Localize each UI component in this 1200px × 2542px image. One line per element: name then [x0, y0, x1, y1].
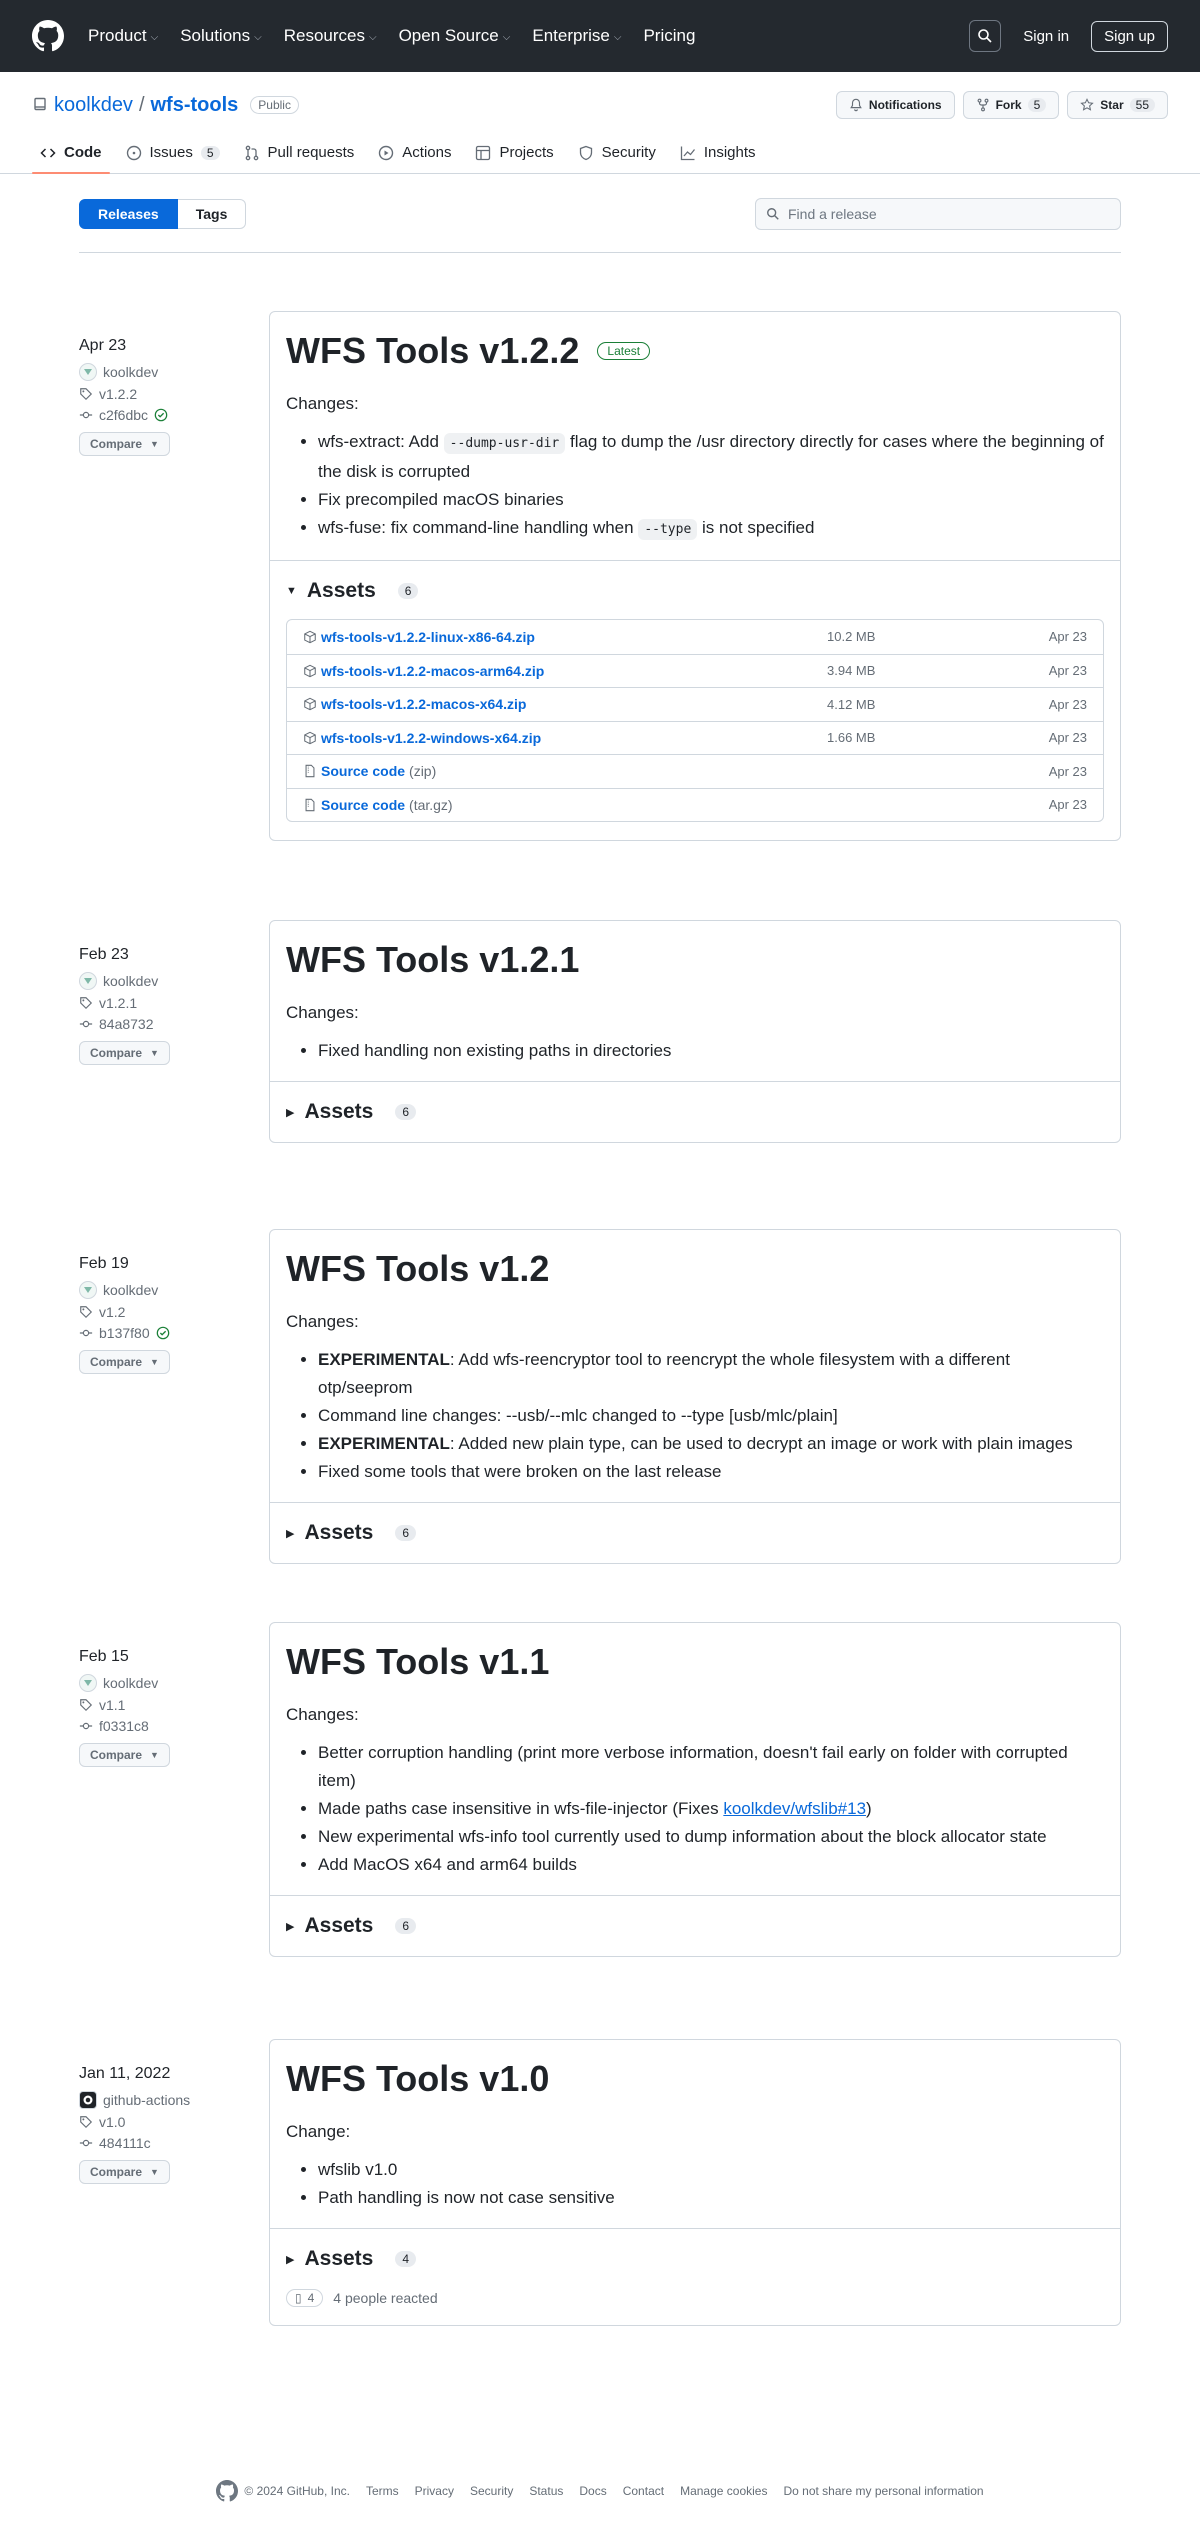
- commit-sha: 484111c: [99, 2135, 151, 2151]
- release-commit[interactable]: [79, 1718, 269, 1734]
- assets-section: [270, 560, 1120, 840]
- triangle-right-icon: ▶: [286, 1527, 295, 1540]
- fork-button[interactable]: [963, 91, 1060, 119]
- notifications-button[interactable]: [836, 91, 955, 119]
- nav-label: Open Source: [398, 26, 499, 45]
- file-zip-icon: [303, 798, 317, 812]
- list-item: • Better corruption handling (print more verbose information, doesn't fail early on folder with corrupted item): [318, 1739, 1104, 1795]
- release-card: [269, 1622, 1121, 1957]
- footer-link-manage-cookies[interactable]: Manage cookies: [680, 2484, 768, 2498]
- release-commit[interactable]: [79, 1325, 269, 1341]
- nav-label: Enterprise: [532, 26, 610, 45]
- shield-icon: [578, 145, 594, 161]
- triangle-down-icon: ▼: [150, 2167, 159, 2177]
- footer-link-security[interactable]: Security: [469, 2484, 514, 2498]
- list-item: • Add MacOS x64 and arm64 builds: [318, 1851, 1104, 1879]
- tab-label: Insights: [703, 144, 756, 161]
- tags-tab[interactable]: Tags: [178, 199, 247, 229]
- repo-tabs: [32, 136, 1168, 173]
- triangle-right-icon: ▶: [286, 1106, 295, 1119]
- release-author[interactable]: [79, 972, 269, 990]
- star-label: Star: [1100, 98, 1124, 112]
- author-name: koolkdev: [103, 1282, 159, 1298]
- tag-name: v1.1: [99, 1697, 126, 1713]
- release-title[interactable]: WFS Tools v1.2.1: [286, 939, 580, 980]
- compare-label: Compare: [90, 1748, 143, 1762]
- changes-heading: Change:: [286, 2122, 351, 2141]
- asset-link[interactable]: wfs-tools-v1.2.2-linux-x86-64.zip: [303, 629, 827, 645]
- commit-sha: b137f80: [99, 1325, 150, 1341]
- tag-icon: [79, 996, 93, 1010]
- assets-label: Assets: [304, 1521, 374, 1544]
- assets-count: 6: [395, 1525, 416, 1541]
- copyright: © 2024 GitHub, Inc.: [244, 2484, 350, 2498]
- tag-icon: [79, 2115, 93, 2129]
- release-notes: [286, 428, 1104, 544]
- triangle-right-icon: ▶: [286, 1920, 295, 1933]
- issue-link[interactable]: koolkdev/wfslib#13: [723, 1799, 867, 1818]
- assets-count: 6: [395, 1104, 416, 1120]
- play-icon: [378, 145, 394, 161]
- reactions: [286, 2289, 1104, 2307]
- asset-date: Apr 23: [1048, 730, 1087, 746]
- releases-toolbar: [79, 174, 1121, 253]
- issues-count: 5: [201, 146, 220, 160]
- asset-link[interactable]: Source code (tar.gz): [303, 797, 827, 813]
- asset-size: 10.2 MB: [827, 629, 876, 645]
- file-zip-icon: [303, 764, 317, 778]
- list-item: • wfslib v1.0: [318, 2156, 1104, 2184]
- release-date: Apr 23: [79, 337, 127, 354]
- repo-slash: /: [138, 93, 145, 116]
- tag-name: v1.2.1: [99, 995, 138, 1011]
- commit-sha: f0331c8: [99, 1718, 149, 1734]
- changes-heading: Changes:: [286, 1312, 359, 1331]
- table-icon: [475, 145, 491, 161]
- release-meta: [79, 1622, 269, 1957]
- changes-heading: Changes:: [286, 394, 359, 413]
- asset-row: [287, 788, 1103, 822]
- triangle-down-icon: ▼: [150, 1750, 159, 1760]
- compare-button[interactable]: [79, 432, 170, 456]
- tag-name: v1.0: [99, 2114, 126, 2130]
- release-card: [269, 311, 1121, 841]
- find-release-input[interactable]: [755, 198, 1121, 230]
- avatar: [79, 363, 97, 381]
- asset-link[interactable]: wfs-tools-v1.2.2-macos-x64.zip: [303, 696, 827, 712]
- assets-section: [270, 1502, 1120, 1563]
- visibility-badge: Public: [250, 96, 299, 114]
- notifications-label: Notifications: [868, 98, 942, 112]
- fork-count: 5: [1028, 98, 1047, 112]
- release-date: Feb 23: [79, 946, 129, 963]
- latest-badge: Latest: [597, 342, 650, 360]
- compare-label: Compare: [90, 2165, 143, 2179]
- avatar: [79, 1281, 97, 1299]
- commit-icon: [79, 408, 93, 422]
- commit-sha: c2f6dbc: [99, 407, 149, 423]
- repo-icon: [32, 97, 48, 113]
- repo-owner-link[interactable]: koolkdev: [54, 93, 133, 116]
- commit-icon: [79, 1017, 93, 1031]
- release-author[interactable]: [79, 1281, 269, 1299]
- release-card: [269, 920, 1121, 1143]
- reaction-button[interactable]: [286, 2289, 323, 2307]
- triangle-down-icon: ▼: [150, 439, 159, 449]
- asset-date: Apr 23: [1048, 696, 1087, 712]
- tab-code[interactable]: [32, 136, 110, 173]
- search-button[interactable]: [969, 20, 1001, 52]
- release-title[interactable]: WFS Tools v1.2.2: [286, 330, 580, 371]
- tab-pull-requests[interactable]: [236, 136, 363, 173]
- release-title[interactable]: WFS Tools v1.0: [286, 2058, 550, 2099]
- assets-count: 6: [395, 1918, 416, 1934]
- footer-link-docs[interactable]: Docs: [579, 2484, 607, 2498]
- asset-date: Apr 23: [1048, 629, 1087, 645]
- search-icon: [977, 28, 993, 44]
- releases-tab[interactable]: Releases: [79, 199, 178, 229]
- asset-date: Apr 23: [1048, 663, 1087, 679]
- asset-list: [286, 619, 1104, 822]
- nav-label: Pricing: [643, 26, 696, 45]
- release-entry: [79, 2039, 1121, 2326]
- list-item: • Path handling is now not case sensitive: [318, 2184, 1104, 2212]
- assets-count: 4: [395, 2251, 416, 2267]
- footer-link-status[interactable]: Status: [529, 2484, 564, 2498]
- tab-projects[interactable]: [467, 136, 561, 173]
- tab-issues[interactable]: [118, 136, 228, 173]
- assets-toggle[interactable]: [286, 1521, 1104, 1545]
- footer-link-terms[interactable]: Terms: [365, 2484, 399, 2498]
- assets-label: Assets: [304, 2247, 374, 2270]
- nav-label: Resources: [283, 26, 365, 45]
- release-date: Jan 11, 2022: [79, 2065, 171, 2082]
- list-item: • New experimental wfs-info tool currently used to dump information about the block allocator state: [318, 1823, 1104, 1851]
- assets-section: [270, 1081, 1120, 1142]
- footer-link-do-not-share[interactable]: Do not share my personal information: [783, 2484, 984, 2498]
- asset-link[interactable]: Source code (zip): [303, 763, 827, 779]
- star-button[interactable]: [1067, 91, 1168, 119]
- compare-label: Compare: [90, 1046, 143, 1060]
- release-meta: [79, 920, 269, 1143]
- assets-toggle[interactable]: [286, 579, 1104, 603]
- github-actions-avatar-icon: [82, 2094, 94, 2106]
- author-name: koolkdev: [103, 364, 159, 380]
- tab-label: Issues: [149, 144, 193, 161]
- package-icon: [303, 697, 317, 711]
- graph-icon: [680, 145, 696, 161]
- nav-label: Product: [88, 26, 147, 45]
- chevron-down-icon: ⌵: [613, 31, 622, 43]
- release-entry: [79, 1229, 1121, 1564]
- author-name: koolkdev: [103, 973, 159, 989]
- release-date: Feb 15: [79, 1648, 129, 1665]
- assets-section: [270, 2228, 1120, 2325]
- github-logo-icon[interactable]: [216, 2480, 238, 2502]
- bell-icon: [849, 98, 863, 112]
- star-count: 55: [1130, 98, 1155, 112]
- asset-size: 1.66 MB: [827, 730, 876, 746]
- inline-code: --type: [638, 519, 697, 540]
- tab-label: Projects: [499, 144, 554, 161]
- release-meta: [79, 2039, 269, 2326]
- asset-size: 3.94 MB: [827, 663, 876, 679]
- chevron-down-icon: ⌵: [150, 31, 159, 43]
- release-notes: [286, 1037, 1104, 1065]
- list-item: • EXPERIMENTAL: Added new plain type, can be used to decrypt an image or work with plain images: [318, 1430, 1104, 1458]
- repo-name-link[interactable]: wfs-tools: [150, 93, 239, 116]
- author-name: koolkdev: [103, 1675, 159, 1691]
- nav-open-source[interactable]: [399, 26, 511, 46]
- release-card: [269, 2039, 1121, 2326]
- list-item: • EXPERIMENTAL: Add wfs-reencryptor tool to reencrypt the whole filesystem with a different otp/seeprom: [318, 1346, 1104, 1402]
- asset-row: [287, 620, 1103, 654]
- triangle-down-icon: ▼: [150, 1357, 159, 1367]
- commit-icon: [79, 1326, 93, 1340]
- avatar: [79, 2091, 97, 2109]
- release-entry: [79, 311, 1121, 841]
- tab-label: Pull requests: [267, 144, 355, 161]
- tag-icon: [79, 1698, 93, 1712]
- release-entry: [79, 920, 1121, 1143]
- avatar-icon: [83, 367, 93, 377]
- assets-label: Assets: [306, 579, 376, 602]
- avatar: [79, 972, 97, 990]
- list-item: • Made paths case insensitive in wfs-file-injector (Fixes koolkdev/wfslib#13): [318, 1795, 1104, 1823]
- release-notes: [286, 1739, 1104, 1879]
- package-icon: [303, 630, 317, 644]
- list-item: • wfs-extract: Add --dump-usr-dir flag to dump the /usr directory directly for cases where the beginning of the disk is corrupted: [318, 428, 1104, 486]
- footer-link-privacy[interactable]: Privacy: [414, 2484, 454, 2498]
- release-commit[interactable]: [79, 1016, 269, 1032]
- assets-label: Assets: [304, 1914, 374, 1937]
- compare-label: Compare: [90, 437, 143, 451]
- repo-title: [32, 94, 299, 117]
- tag-name: v1.2: [99, 1304, 126, 1320]
- repo-header: [0, 72, 1200, 174]
- release-commit[interactable]: [79, 407, 269, 423]
- nav-product[interactable]: [88, 26, 158, 46]
- avatar-icon: [83, 976, 93, 986]
- release-date: Feb 19: [79, 1255, 129, 1272]
- assets-toggle[interactable]: [286, 1100, 1104, 1124]
- verified-check-icon: [154, 408, 168, 422]
- asset-row: [287, 654, 1103, 688]
- tab-label: Code: [64, 144, 102, 161]
- release-card: [269, 1229, 1121, 1564]
- list-item: • Fix precompiled macOS binaries: [318, 486, 1104, 514]
- signin-link[interactable]: Sign in: [1023, 27, 1070, 45]
- release-tag[interactable]: [79, 386, 269, 402]
- asset-date: Apr 23: [1048, 797, 1087, 813]
- list-item: • Command line changes: --usb/--mlc changed to --type [usb/mlc/plain]: [318, 1402, 1104, 1430]
- reactions-summary: 4 people reacted: [333, 2290, 438, 2306]
- changes-heading: Changes:: [286, 1003, 359, 1022]
- asset-row: [287, 721, 1103, 755]
- assets-toggle[interactable]: [286, 2247, 1104, 2271]
- asset-date: Apr 23: [1048, 763, 1087, 779]
- release-title[interactable]: WFS Tools v1.2: [286, 1248, 550, 1289]
- reaction-count: 4: [307, 2291, 315, 2305]
- list-item: • wfs-fuse: fix command-line handling when --type is not specified: [318, 514, 1104, 544]
- commit-icon: [79, 1719, 93, 1733]
- pull-request-icon: [244, 145, 260, 161]
- footer: [0, 2480, 1200, 2502]
- release-tag[interactable]: [79, 995, 269, 1011]
- footer-link-contact[interactable]: Contact: [622, 2484, 665, 2498]
- release-tag[interactable]: [79, 1697, 269, 1713]
- tab-label: Actions: [402, 144, 452, 161]
- nav-resources[interactable]: [284, 26, 377, 46]
- asset-row: [287, 754, 1103, 788]
- triangle-down-icon: ▼: [286, 585, 297, 597]
- asset-link[interactable]: wfs-tools-v1.2.2-windows-x64.zip: [303, 730, 827, 746]
- commit-icon: [79, 2136, 93, 2150]
- assets-toggle[interactable]: [286, 1914, 1104, 1938]
- nav-label: Solutions: [180, 26, 251, 45]
- release-author[interactable]: [79, 2091, 269, 2109]
- compare-button[interactable]: [79, 1041, 170, 1065]
- fork-label: Fork: [995, 98, 1022, 112]
- release-meta: [79, 1229, 269, 1564]
- search-icon: [766, 207, 780, 221]
- signup-button[interactable]: Sign up: [1091, 21, 1168, 52]
- release-notes: [286, 2156, 1104, 2212]
- release-tag[interactable]: [79, 1304, 269, 1320]
- tab-label: Security: [601, 144, 656, 161]
- tab-insights[interactable]: [672, 136, 764, 173]
- find-release-placeholder: Find a release: [788, 206, 877, 222]
- verified-check-icon: [156, 1326, 170, 1340]
- avatar-icon: [83, 1285, 93, 1295]
- release-entry: [79, 1622, 1121, 1957]
- assets-section: [270, 1895, 1120, 1956]
- reaction-emoji-icon: ▯: [295, 2291, 302, 2305]
- package-icon: [303, 731, 317, 745]
- triangle-down-icon: ▼: [150, 1048, 159, 1058]
- star-icon: [1080, 98, 1094, 112]
- compare-label: Compare: [90, 1355, 143, 1369]
- inline-code: --dump-usr-dir: [444, 433, 566, 454]
- tag-icon: [79, 1305, 93, 1319]
- package-icon: [303, 664, 317, 678]
- compare-button[interactable]: [79, 1743, 170, 1767]
- avatar-icon: [83, 1678, 93, 1688]
- asset-size: 4.12 MB: [827, 696, 876, 712]
- release-meta: [79, 311, 269, 841]
- fork-icon: [976, 98, 990, 112]
- tag-icon: [79, 387, 93, 401]
- changes-heading: Changes:: [286, 1705, 359, 1724]
- tab-security[interactable]: [570, 136, 664, 173]
- compare-button[interactable]: [79, 2160, 170, 2184]
- release-commit[interactable]: [79, 2135, 269, 2151]
- avatar: [79, 1674, 97, 1692]
- list-item: • Fixed handling non existing paths in directories: [318, 1037, 1104, 1065]
- top-nav: [88, 26, 969, 46]
- github-logo-icon[interactable]: [32, 20, 64, 52]
- list-item: • Fixed some tools that were broken on the last release: [318, 1458, 1104, 1486]
- release-title[interactable]: WFS Tools v1.1: [286, 1641, 550, 1682]
- commit-sha: 84a8732: [99, 1016, 154, 1032]
- chevron-down-icon: ⌵: [368, 31, 377, 43]
- nav-solutions[interactable]: [180, 26, 262, 46]
- tab-actions[interactable]: [370, 136, 459, 173]
- tag-name: v1.2.2: [99, 386, 138, 402]
- nav-enterprise[interactable]: [532, 26, 621, 46]
- global-header: [0, 0, 1200, 72]
- release-notes: [286, 1346, 1104, 1486]
- release-tag[interactable]: [79, 2114, 269, 2130]
- nav-pricing[interactable]: [643, 26, 695, 46]
- triangle-right-icon: ▶: [286, 2253, 295, 2266]
- code-icon: [40, 145, 56, 161]
- chevron-down-icon: ⌵: [254, 31, 262, 43]
- issue-opened-icon: [126, 145, 142, 161]
- assets-count: 6: [398, 583, 419, 599]
- releases-tags-toggle: [79, 199, 246, 229]
- chevron-down-icon: ⌵: [502, 31, 511, 43]
- compare-button[interactable]: [79, 1350, 170, 1374]
- asset-link[interactable]: wfs-tools-v1.2.2-macos-arm64.zip: [303, 663, 827, 679]
- author-name: github-actions: [103, 2092, 191, 2108]
- assets-label: Assets: [304, 1100, 374, 1123]
- asset-row: [287, 687, 1103, 721]
- release-author[interactable]: [79, 363, 269, 381]
- release-author[interactable]: [79, 1674, 269, 1692]
